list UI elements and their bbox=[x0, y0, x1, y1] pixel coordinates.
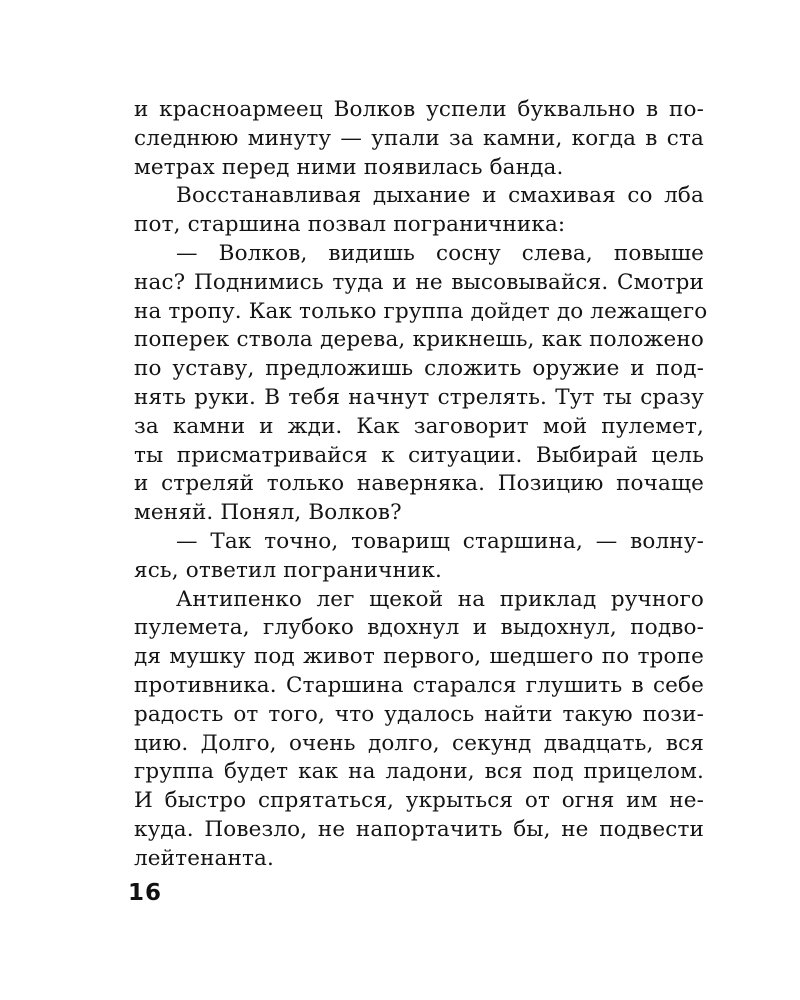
text-line: пот, старшина позвал пограничника: bbox=[134, 212, 566, 238]
text-line: цию. Долго, очень долго, секунд двадцать, вся bbox=[134, 730, 704, 756]
text-line: нять руки. В тебя начнут стрелять. Тут ты сразу bbox=[134, 384, 704, 410]
text-line: и стреляй только наверняка. Позицию почаще bbox=[134, 471, 704, 497]
text-line: лейтенанта. bbox=[134, 845, 275, 871]
text-line: куда. Повезло, не напортачить бы, не подвести bbox=[134, 816, 704, 842]
text-line: Антипенко лег щекой на приклад ручного bbox=[176, 586, 704, 612]
page-number: 16 bbox=[128, 880, 163, 906]
text-line: по уставу, предложишь сложить оружие и под- bbox=[134, 356, 704, 382]
text-line: меняй. Понял, Волков? bbox=[134, 500, 402, 526]
text-line: метрах перед ними появилась банда. bbox=[134, 154, 564, 180]
text-line: — Так точно, товарищ старшина, — волну- bbox=[176, 528, 704, 554]
text-line: на тропу. Как только группа дойдет до лежащего bbox=[134, 298, 708, 324]
text-line: ты присматривайся к ситуации. Выбирай цель bbox=[134, 442, 704, 468]
text-line: противника. Старшина старался глушить в себе bbox=[134, 672, 704, 698]
text-line: за камни и жди. Как заговорит мой пулемет, bbox=[134, 413, 704, 439]
text-line: нас? Поднимись туда и не высовывайся. Смотри bbox=[134, 269, 704, 295]
text-line: следнюю минуту — упали за камни, когда в ста bbox=[134, 125, 704, 151]
text-line: — Волков, видишь сосну слева, повыше bbox=[176, 240, 704, 266]
text-line: радость от того, что удалось найти такую пози- bbox=[134, 701, 704, 727]
text-line: Восстанавливая дыхание и смахивая со лба bbox=[176, 183, 704, 209]
text-line: пулемета, глубоко вдохнул и выдохнул, подво- bbox=[134, 615, 704, 641]
text-line: и красноармеец Волков успели буквально в по- bbox=[134, 97, 704, 122]
text-line: ясь, ответил пограничник. bbox=[134, 557, 443, 583]
text-line: И быстро спрятаться, укрыться от огня им не- bbox=[134, 788, 704, 814]
text-line: дя мушку под живот первого, шедшего по тропе bbox=[134, 644, 704, 670]
body-text bbox=[134, 96, 708, 874]
text-line: группа будет как на ладони, вся под прицелом. bbox=[134, 759, 704, 785]
text-line: поперек ствола дерева, крикнешь, как положено bbox=[134, 327, 704, 353]
